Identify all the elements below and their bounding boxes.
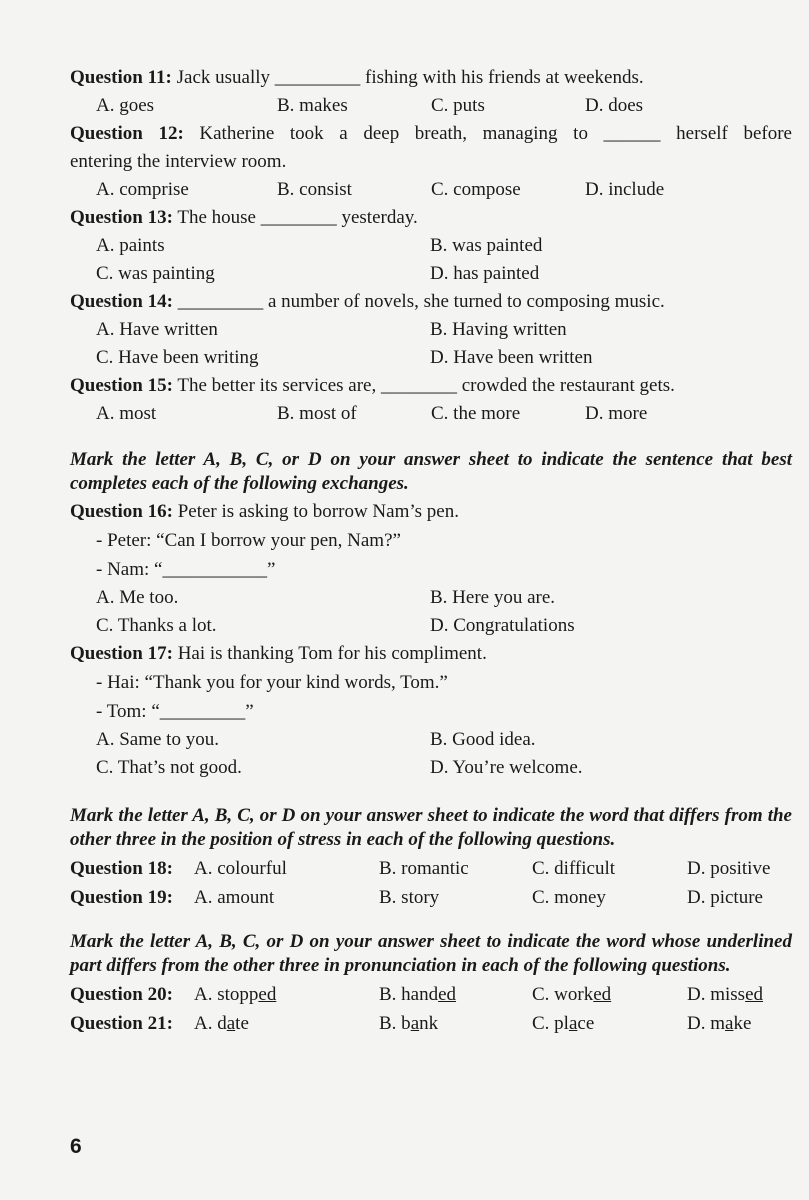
question-label: Question 16: xyxy=(70,501,173,522)
options-q13-row2 xyxy=(70,260,792,288)
options-q16-row1 xyxy=(70,584,792,612)
option-b: B. story xyxy=(379,887,440,908)
option-d: D. positive xyxy=(687,858,771,879)
section-instruction-exchanges: Mark the letter A, B, C, or D on your answer sheet to indicate the sentence that best completes each of the following exchanges. xyxy=(70,449,792,494)
option-d: D. missed xyxy=(687,984,764,1005)
question-label: Question 17: xyxy=(70,643,173,664)
dialog-line-tom: - Tom: “_________” xyxy=(96,701,254,722)
option-c: C. the more xyxy=(431,403,521,424)
question-16 xyxy=(70,498,792,526)
question-21 xyxy=(70,1009,792,1038)
option-b: B. handed xyxy=(379,984,457,1005)
question-14 xyxy=(70,288,792,316)
section-instruction-stress: Mark the letter A, B, C, or D on your answer sheet to indicate the word that differs from the other three in the position of stress in each of the following questions. xyxy=(70,805,792,850)
option-a: A. Same to you. xyxy=(96,729,219,750)
question-label: Question 21: xyxy=(70,1013,173,1034)
option-d: D. more xyxy=(585,403,648,424)
question-label: Question 18: xyxy=(70,858,173,879)
question-stem: Jack usually _________ fishing with his friends at weekends. xyxy=(176,67,644,88)
option-a: A. most xyxy=(96,403,157,424)
option-b: B. was painted xyxy=(430,235,543,256)
option-a: A. stopped xyxy=(194,984,277,1005)
question-stem-line2: entering the interview room. xyxy=(70,151,287,172)
option-d: D. has painted xyxy=(430,263,540,284)
option-a: A. Me too. xyxy=(96,587,179,608)
question-label: Question 11: xyxy=(70,67,172,88)
question-label: Question 13: xyxy=(70,207,173,228)
option-a: A. goes xyxy=(96,95,155,116)
option-c: C. puts xyxy=(431,95,485,116)
option-a: A. paints xyxy=(96,235,165,256)
option-c: C. That’s not good. xyxy=(96,757,242,778)
options-q17-row1 xyxy=(70,726,792,754)
question-stem-line1: Katherine took a deep breath, managing to ______ herself before xyxy=(199,123,792,144)
option-c: C. Have been writing xyxy=(96,347,259,368)
question-11 xyxy=(70,64,792,92)
question-stem: _________ a number of novels, she turned to composing music. xyxy=(177,291,665,312)
question-stem: The house ________ yesterday. xyxy=(177,207,418,228)
dialog-line-nam: - Nam: “___________” xyxy=(96,559,276,580)
option-c: C. place xyxy=(532,1013,595,1034)
options-q14-row1 xyxy=(70,316,792,344)
option-d: D. picture xyxy=(687,887,763,908)
question-19 xyxy=(70,883,792,912)
question-stem: Peter is asking to borrow Nam’s pen. xyxy=(177,501,459,522)
option-c: C. money xyxy=(532,887,606,908)
option-b: B. most of xyxy=(277,403,357,424)
question-13 xyxy=(70,204,792,232)
option-a: A. date xyxy=(194,1013,249,1034)
option-a: A. comprise xyxy=(96,179,189,200)
question-label: Question 14: xyxy=(70,291,173,312)
option-b: B. makes xyxy=(277,95,348,116)
option-a: A. colourful xyxy=(194,858,287,879)
question-20 xyxy=(70,980,792,1009)
options-q12 xyxy=(70,176,792,204)
options-q17-row2 xyxy=(70,754,792,782)
option-d: D. does xyxy=(585,95,644,116)
option-b: B. Having written xyxy=(430,319,567,340)
worksheet-page xyxy=(70,64,792,1038)
option-d: D. Congratulations xyxy=(430,615,575,636)
option-b: B. Good idea. xyxy=(430,729,536,750)
options-q15 xyxy=(70,400,792,428)
options-q14-row2 xyxy=(70,344,792,372)
options-q11 xyxy=(70,92,792,120)
option-c: C. worked xyxy=(532,984,612,1005)
option-c: C. was painting xyxy=(96,263,215,284)
dialog-line-hai: - Hai: “Thank you for your kind words, Tom.” xyxy=(96,672,448,693)
option-d: D. Have been written xyxy=(430,347,593,368)
question-18 xyxy=(70,854,792,883)
question-12 xyxy=(70,120,792,176)
option-b: B. consist xyxy=(277,179,352,200)
option-b: B. romantic xyxy=(379,858,469,879)
question-label: Question 20: xyxy=(70,984,173,1005)
option-c: C. difficult xyxy=(532,858,616,879)
question-label: Question 15: xyxy=(70,375,173,396)
section-instruction-pronunciation: Mark the letter A, B, C, or D on your answer sheet to indicate the word whose underlined part differs from the other three in pronunciation in each of the following questions. xyxy=(70,931,792,976)
question-17 xyxy=(70,640,792,668)
option-c: C. Thanks a lot. xyxy=(96,615,217,636)
options-q13-row1 xyxy=(70,232,792,260)
options-q16-row2 xyxy=(70,612,792,640)
option-b: B. Here you are. xyxy=(430,587,556,608)
question-label: Question 12: xyxy=(70,123,184,144)
option-c: C. compose xyxy=(431,179,521,200)
question-stem: Hai is thanking Tom for his compliment. xyxy=(177,643,487,664)
option-d: D. make xyxy=(687,1013,752,1034)
option-d: D. You’re welcome. xyxy=(430,757,583,778)
dialog-line-peter: - Peter: “Can I borrow your pen, Nam?” xyxy=(96,530,401,551)
page-number: 6 xyxy=(70,1135,82,1158)
option-a: A. amount xyxy=(194,887,275,908)
option-d: D. include xyxy=(585,179,665,200)
question-label: Question 19: xyxy=(70,887,173,908)
question-15 xyxy=(70,372,792,400)
option-a: A. Have written xyxy=(96,319,218,340)
question-stem: The better its services are, ________ crowded the restaurant gets. xyxy=(177,375,675,396)
option-b: B. bank xyxy=(379,1013,439,1034)
